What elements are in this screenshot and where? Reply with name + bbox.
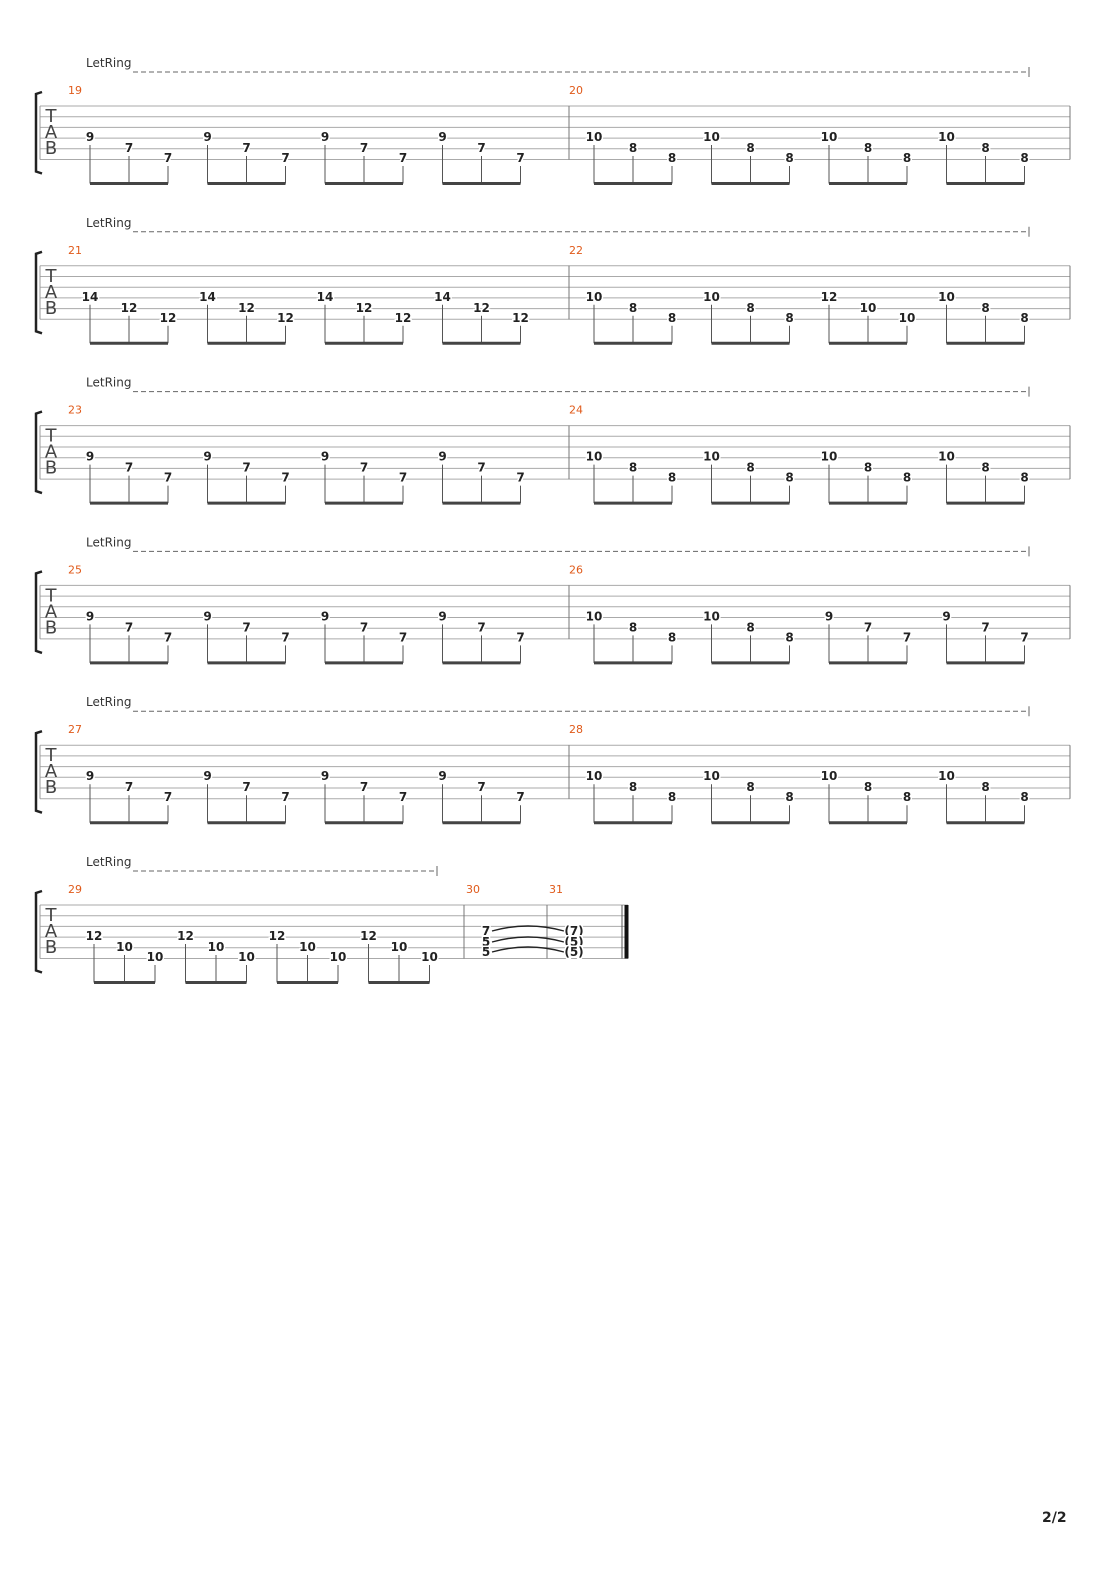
- fret-number: 7: [124, 780, 134, 795]
- fret-number: 9: [824, 609, 834, 624]
- fret-number: 9: [438, 769, 447, 784]
- fret-number: 8: [902, 790, 912, 805]
- fret-number: 7: [242, 141, 251, 155]
- fret-number: 10: [938, 130, 955, 144]
- fret-number: 9: [85, 769, 95, 784]
- fret-number: 7: [359, 141, 369, 155]
- measure-number: 25: [68, 563, 82, 577]
- fret-number: 8: [1020, 310, 1029, 325]
- fret-number: 10: [585, 130, 603, 144]
- fret-number: 12: [360, 929, 377, 943]
- fret-number: 7: [398, 151, 408, 165]
- fret-number: 10: [859, 300, 877, 315]
- fret-number: 14: [199, 289, 216, 304]
- fret-number: 8: [628, 780, 638, 795]
- tab-clef-letter: B: [44, 138, 58, 159]
- tab-clef-letter: A: [44, 761, 58, 783]
- fret-number: 10: [938, 449, 955, 464]
- fret-number: 12: [159, 310, 177, 325]
- let-ring-label: LetRing: [86, 695, 132, 710]
- tab-clef-letter: A: [44, 601, 58, 623]
- fret-number: 7: [242, 460, 251, 475]
- fret-number: 8: [902, 151, 912, 165]
- let-ring-label: LetRing: [86, 535, 132, 550]
- fret-number: 14: [316, 289, 334, 304]
- fret-number: 8: [628, 620, 638, 635]
- measure-number: 20: [569, 84, 583, 97]
- fret-number: 7: [477, 780, 486, 795]
- fret-number: 10: [820, 769, 838, 784]
- fret-number: 10: [703, 289, 720, 304]
- fret-number: 7: [516, 790, 525, 805]
- fret-number: 8: [628, 460, 638, 475]
- fret-number: 8: [981, 780, 990, 795]
- fret-number: 12: [512, 310, 529, 325]
- fret-number: 10: [116, 940, 133, 954]
- fret-number: 10: [938, 289, 955, 304]
- fret-number: 9: [85, 449, 95, 464]
- fret-number: 7: [163, 470, 173, 485]
- fret-number: 9: [320, 449, 330, 464]
- fret-number: 12: [177, 929, 194, 943]
- fret-number: 10: [585, 609, 603, 624]
- fret-number: 7: [398, 470, 408, 485]
- let-ring-label: LetRing: [86, 215, 132, 230]
- fret-number: 8: [863, 780, 873, 795]
- tie-arc: [492, 937, 564, 942]
- tied-fret-number: (5): [564, 935, 584, 949]
- fret-number: 7: [281, 790, 290, 805]
- fret-number: 8: [746, 141, 755, 155]
- fret-number: 7: [242, 780, 251, 795]
- fret-number: 8: [746, 300, 755, 315]
- fret-number: 7: [242, 620, 251, 635]
- fret-number: 7: [124, 620, 134, 635]
- fret-number: 8: [746, 460, 755, 475]
- fret-number: 9: [438, 449, 447, 464]
- measure-number: 29: [68, 883, 82, 896]
- fret-number: 8: [981, 460, 990, 475]
- system-bracket: [36, 731, 42, 813]
- fret-number: 8: [746, 780, 755, 795]
- fret-number: 12: [355, 300, 373, 315]
- measure-number: 27: [68, 723, 82, 737]
- measure-number: 28: [569, 723, 583, 737]
- system-bracket: [36, 92, 42, 174]
- fret-number: 5: [481, 945, 491, 959]
- system-bracket: [36, 891, 42, 973]
- fret-number: 7: [359, 780, 369, 795]
- fret-number: 8: [1020, 790, 1029, 805]
- measure-number: 22: [569, 243, 583, 257]
- system-bracket: [36, 252, 42, 333]
- let-ring-label: LetRing: [86, 855, 132, 869]
- fret-number: 10: [585, 769, 603, 784]
- fret-number: 9: [438, 609, 447, 624]
- fret-number: 10: [390, 940, 408, 954]
- tab-clef-letter: B: [44, 777, 58, 799]
- fret-number: 12: [394, 310, 412, 325]
- measure-number: 21: [68, 243, 82, 257]
- fret-number: 9: [203, 769, 212, 784]
- fret-number: 12: [238, 300, 255, 315]
- fret-number: 8: [667, 630, 677, 645]
- fret-number: 5: [481, 935, 491, 949]
- system-bracket: [36, 571, 42, 653]
- fret-number: 8: [785, 470, 794, 485]
- fret-number: 10: [703, 449, 720, 464]
- fret-number: 8: [628, 300, 638, 315]
- tab-clef-letter: T: [45, 106, 57, 127]
- tab-clef-letter: A: [44, 921, 58, 942]
- system-bracket: [36, 412, 42, 494]
- tied-fret-number: (5): [564, 945, 584, 959]
- let-ring-label: LetRing: [86, 56, 132, 70]
- fret-number: 7: [477, 141, 486, 155]
- fret-number: 12: [473, 300, 490, 315]
- fret-number: 7: [163, 151, 173, 165]
- tab-clef-letter: B: [44, 457, 58, 479]
- fret-number: 10: [585, 289, 603, 304]
- fret-number: 7: [481, 924, 491, 938]
- fret-number: 10: [146, 950, 164, 964]
- tab-clef-letter: A: [44, 122, 58, 143]
- fret-number: 9: [85, 130, 95, 144]
- fret-number: 10: [898, 310, 916, 325]
- fret-number: 10: [703, 609, 720, 624]
- fret-number: 8: [667, 470, 677, 485]
- fret-number: 8: [667, 151, 677, 165]
- fret-number: 7: [281, 151, 290, 165]
- fret-number: 7: [516, 470, 525, 485]
- fret-number: 8: [785, 790, 794, 805]
- fret-number: 10: [299, 940, 316, 954]
- measure-number: 26: [569, 563, 583, 577]
- fret-number: 10: [703, 769, 720, 784]
- tab-clef-letter: B: [44, 297, 58, 319]
- fret-number: 7: [359, 620, 369, 635]
- tab-clef-letter: B: [44, 617, 58, 639]
- fret-number: 9: [320, 130, 330, 144]
- tab-clef-letter: T: [45, 905, 57, 926]
- tab-clef-letter: A: [44, 281, 58, 303]
- fret-number: 7: [477, 460, 486, 475]
- tab-clef-letter: A: [44, 441, 58, 463]
- measure-number: 23: [68, 403, 82, 417]
- fret-number: 7: [281, 630, 290, 645]
- fret-number: 10: [820, 449, 838, 464]
- fret-number: 12: [268, 929, 286, 943]
- fret-number: 8: [746, 620, 755, 635]
- fret-number: 8: [902, 470, 912, 485]
- fret-number: 8: [667, 310, 677, 325]
- fret-number: 8: [863, 460, 873, 475]
- fret-number: 9: [203, 609, 212, 624]
- fret-number: 7: [902, 630, 912, 645]
- fret-number: 7: [981, 620, 990, 635]
- fret-number: 9: [942, 609, 951, 624]
- tab-clef-letter: B: [44, 937, 58, 958]
- fret-number: 7: [398, 630, 408, 645]
- fret-number: 8: [667, 790, 677, 805]
- fret-number: 8: [863, 141, 873, 155]
- fret-number: 10: [703, 130, 720, 144]
- fret-number: 7: [516, 151, 525, 165]
- fret-number: 9: [320, 769, 330, 784]
- let-ring-label: LetRing: [86, 375, 132, 390]
- fret-number: 8: [785, 151, 794, 165]
- page-number: 2/2: [1042, 1510, 1067, 1526]
- tied-fret-number: (7): [564, 924, 584, 938]
- fret-number: 10: [329, 950, 347, 964]
- fret-number: 7: [281, 470, 290, 485]
- fret-number: 7: [124, 460, 134, 475]
- fret-number: 12: [120, 300, 138, 315]
- fret-number: 8: [1020, 151, 1029, 165]
- measure-number: 24: [569, 403, 583, 417]
- fret-number: 7: [863, 620, 873, 635]
- fret-number: 12: [277, 310, 294, 325]
- fret-number: 8: [1020, 470, 1029, 485]
- measure-number: 30: [466, 883, 480, 896]
- fret-number: 7: [1020, 630, 1029, 645]
- fret-number: 12: [820, 289, 838, 304]
- tab-clef-letter: T: [45, 745, 57, 767]
- fret-number: 9: [85, 609, 95, 624]
- fret-number: 14: [81, 289, 99, 304]
- fret-number: 8: [981, 300, 990, 315]
- fret-number: 7: [163, 630, 173, 645]
- tab-clef-letter: T: [45, 585, 57, 607]
- fret-number: 12: [85, 929, 103, 943]
- measure-number: 31: [549, 883, 563, 896]
- fret-number: 10: [938, 769, 955, 784]
- tab-clef-letter: T: [45, 425, 57, 447]
- fret-number: 8: [785, 310, 794, 325]
- fret-number: 9: [438, 130, 447, 144]
- fret-number: 7: [477, 620, 486, 635]
- fret-number: 9: [320, 609, 330, 624]
- fret-number: 8: [628, 141, 638, 155]
- fret-number: 10: [585, 449, 603, 464]
- fret-number: 14: [434, 289, 451, 304]
- fret-number: 7: [124, 141, 134, 155]
- fret-number: 7: [359, 460, 369, 475]
- measure-number: 19: [68, 84, 82, 97]
- fret-number: 8: [785, 630, 794, 645]
- fret-number: 8: [981, 141, 990, 155]
- fret-number: 10: [238, 950, 255, 964]
- fret-number: 10: [820, 130, 838, 144]
- fret-number: 7: [516, 630, 525, 645]
- fret-number: 10: [421, 950, 438, 964]
- fret-number: 9: [203, 130, 212, 144]
- fret-number: 7: [163, 790, 173, 805]
- fret-number: 7: [398, 790, 408, 805]
- tab-clef-letter: T: [45, 265, 57, 287]
- fret-number: 9: [203, 449, 212, 464]
- fret-number: 10: [207, 940, 225, 954]
